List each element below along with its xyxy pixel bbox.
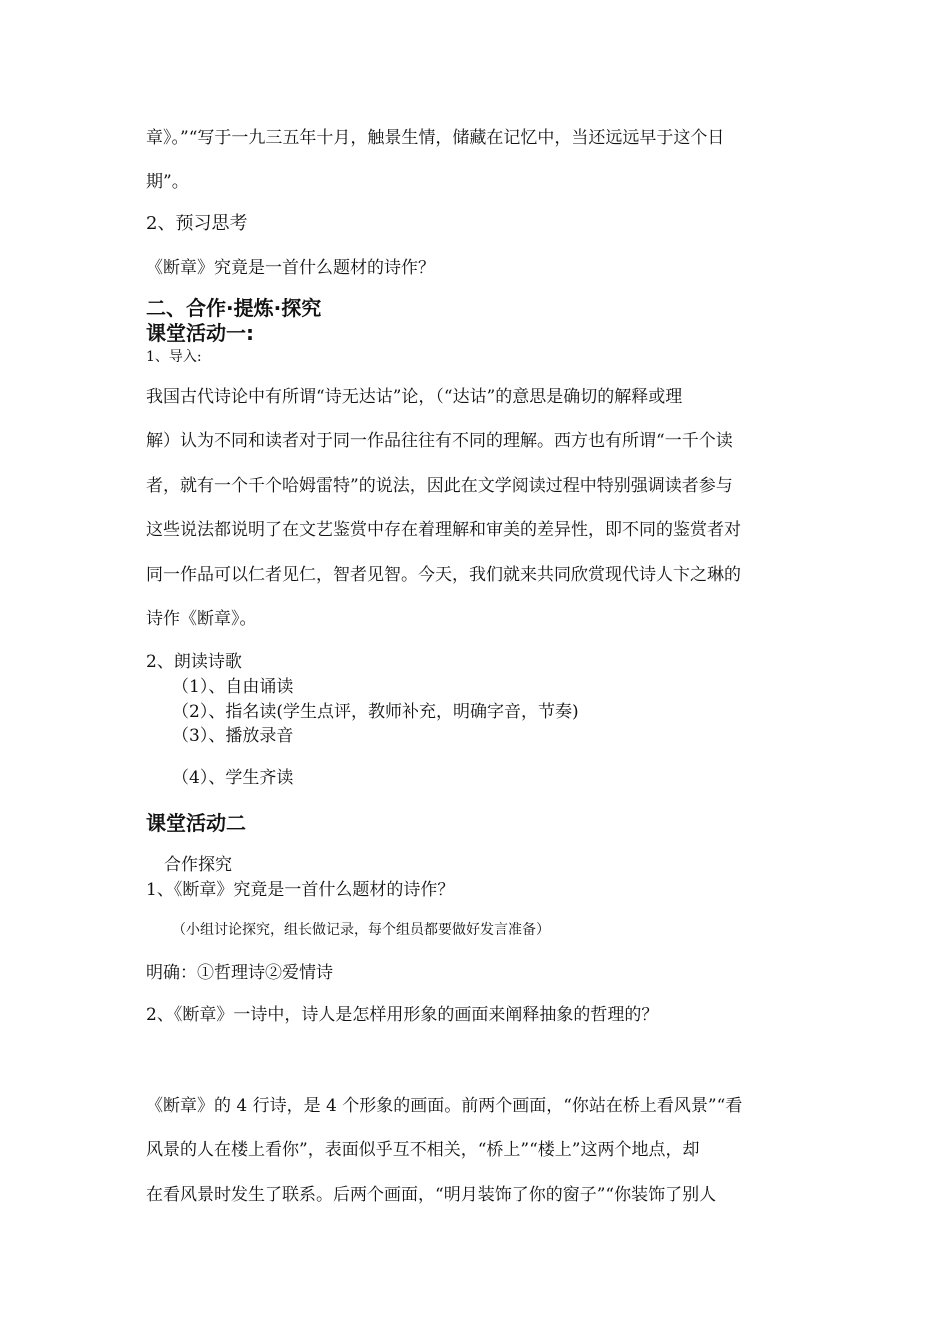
activity-one-title: 课堂活动一: [146,321,254,345]
coop-label: 合作探究 [164,855,232,875]
intro-line-2: 期”。 [146,172,189,192]
analysis-line: 风景的人在楼上看你”，表面似乎互不相关，“桥上”“楼上”这两个地点，却 [146,1140,700,1160]
lead-in-line: 解）认为不同和读者对于同一作品往往有不同的理解。西方也有所谓“一千个读 [146,431,733,451]
analysis-line: 《断章》的 4 行诗，是 4 个形象的画面。前两个画面，“你站在桥上看风景”“看 [146,1096,743,1116]
question-1: 1、《断章》究竟是一首什么题材的诗作？ [146,880,455,900]
question-1-answer: 明确：①哲理诗②爱情诗 [146,963,333,983]
lead-in-line: 者，就有一个千个哈姆雷特”的说法，因此在文学阅读过程中特别强调读者参与 [146,476,733,496]
reading-step: （2）、指名读(学生点评，教师补充，明确字音，节奏) [172,702,579,722]
reading-step: （1）、自由诵读 [172,677,294,697]
preview-question: 《断章》究竟是一首什么题材的诗作？ [146,258,435,278]
question-1-note: （小组讨论探究，组长做记录，每个组员都要做好发言准备） [172,922,550,938]
preview-heading: 2、预习思考 [146,213,248,234]
lead-in-line: 诗作《断章》。 [146,609,257,629]
lead-in-line: 这些说法都说明了在文艺鉴赏中存在着理解和审美的差异性，即不同的鉴赏者对 [146,520,741,540]
question-2: 2、《断章》一诗中，诗人是怎样用形象的画面来阐释抽象的哲理的？ [146,1005,659,1025]
reading-step: （4）、学生齐读 [172,768,294,788]
activity-two-title: 课堂活动二 [146,811,246,835]
lead-in-line: 我国古代诗论中有所谓“诗无达诂”论，（“达诂”的意思是确切的解释或理 [146,387,683,407]
intro-line-1: 章》。”“写于一九三五年十月，触景生情，储藏在记忆中，当还远远早于这个日 [146,128,725,148]
reading-step: （3）、播放录音 [172,726,294,746]
section-title: 二、合作·提炼·探究 [146,296,322,320]
analysis-line: 在看风景时发生了联系。后两个画面，“明月装饰了你的窗子”“你装饰了别人 [146,1185,717,1205]
lead-in-label: 1、导入: [146,349,202,365]
reading-label: 2、朗读诗歌 [146,652,242,672]
lead-in-line: 同一作品可以仁者见仁，智者见智。今天，我们就来共同欣赏现代诗人卞之琳的 [146,565,741,585]
